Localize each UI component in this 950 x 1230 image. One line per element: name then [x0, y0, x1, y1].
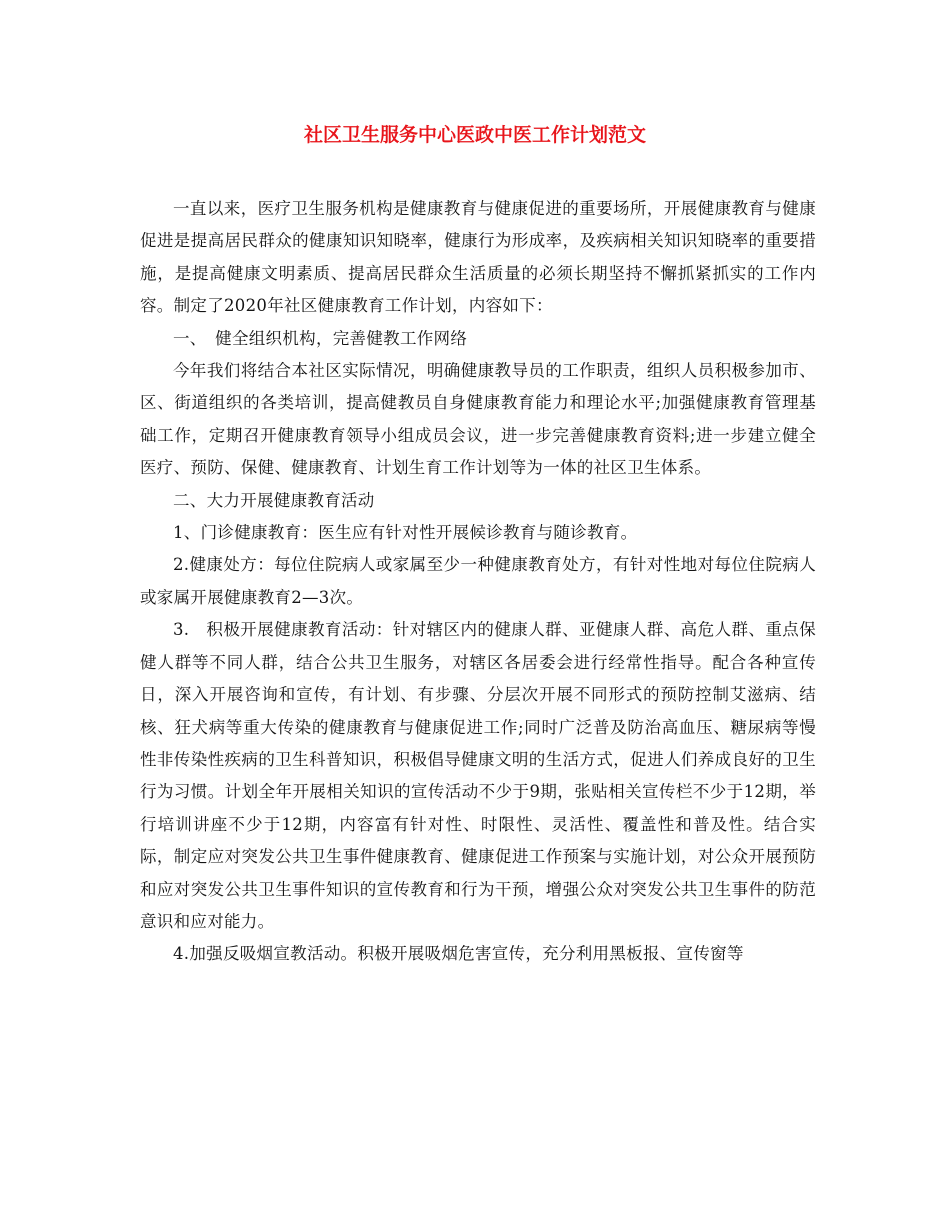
paragraph-item-3: 3. 积极开展健康教育活动：针对辖区内的健康人群、亚健康人群、高危人群、重点保健人群等不同人群，结合公共卫生服务，对辖区各居委会进行经常性指导。配合各种宣传日，深入开展咨询和宣传，有计划、有步骤、分层次开展不同形式的预防控制艾滋病、结核、狂犬病等重大传染的健康教育与健康促进工作;同时广泛普及防治高血压、糖尿病等慢性非传染性疾病的卫生科普知识，积极倡导健康文明的生活方式，促进人们养成良好的卫生行为习惯。计划全年开展相关知识的宣传活动不少于9期，张贴相关宣传栏不少于12期，举行培训讲座不少于12期，内容富有针对性、时限性、灵活性、覆盖性和普及性。结合实际，制定应对突发公共卫生事件健康教育、健康促进工作预案与实施计划，对公众开展预防和应对突发公共卫生事件知识的宣传教育和行为干预，增强公众对突发公共卫生事件的防范意识和应对能力。 — [140, 620, 816, 931]
paragraph-item-4: 4.加强反吸烟宣教活动。积极开展吸烟危害宣传，充分利用黑板报、宣传窗等 — [173, 944, 744, 964]
paragraph-item-2: 2.健康处方：每位住院病人或家属至少一种健康教育处方，有针对性地对每位住院病人或家属开展健康教育2—3次。 — [140, 555, 816, 607]
document-title: 社区卫生服务中心医政中医工作计划范文 — [303, 124, 646, 146]
section-heading-2: 二、大力开展健康教育活动 — [173, 490, 375, 510]
section-heading-1: 一、 健全组织机构，完善健教工作网络 — [173, 328, 468, 348]
paragraph-intro: 一直以来，医疗卫生服务机构是健康教育与健康促进的重要场所，开展健康教育与健康促进是提高居民群众的健康知识知晓率，健康行为形成率，及疾病相关知识知晓率的重要措施，是提高健康文明素质、提高居民群众生活质量的必须长期坚持不懈抓紧抓实的工作内容。制定了2020年社区健康教育工作计划，内容如下： — [140, 199, 816, 316]
document-body — [140, 193, 816, 971]
paragraph-organization: 今年我们将结合本社区实际情况，明确健康教导员的工作职责，组织人员积极参加市、区、街道组织的各类培训，提高健教员自身健康教育能力和理论水平;加强健康教育管理基础工作，定期召开健康教育领导小组成员会议，进一步完善健康教育资料;进一步建立健全医疗、预防、保健、健康教育、计划生育工作计划等为一体的社区卫生体系。 — [140, 361, 816, 478]
paragraph-item-1: 1、门诊健康教育：医生应有针对性开展候诊教育与随诊教育。 — [173, 523, 638, 543]
